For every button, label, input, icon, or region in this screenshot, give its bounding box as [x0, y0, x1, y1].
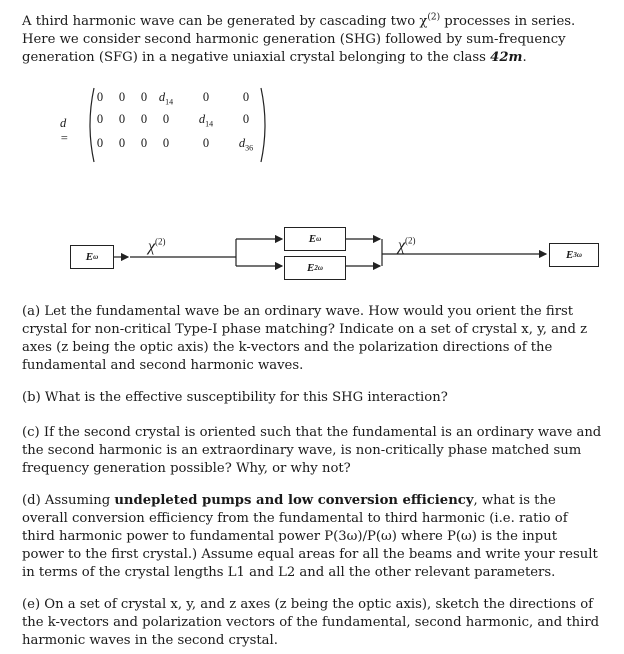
question-d-rest: , what is the overall conversion efficiency from the fundamental to third harmonic (i.e. ratio of third harmonic power to fundamental power P(3ω)/P(ω) where P(ω) is the input power to the first crystal.) Assume equal areas for all the beams and write your result in terms of the crystal lengths L1 and L2 and all the other relevant parameters.	[22, 493, 598, 580]
chi-first-base: χ	[148, 238, 156, 255]
output-field-base: E	[566, 249, 574, 261]
crystal-class: 42m	[490, 50, 523, 65]
matrix-cell: 0	[162, 112, 170, 126]
matrix-cell: 0	[162, 136, 170, 150]
matrix-cell: 0	[202, 90, 210, 104]
matrix-cell: 0	[242, 90, 250, 104]
matrix-cell: 0	[96, 90, 104, 104]
matrix-cell: $d_{14}$	[158, 90, 174, 107]
question-d	[22, 492, 602, 582]
matrix-cell: 0	[96, 112, 104, 126]
chi-order: (2)	[427, 12, 441, 23]
matrix-cell: $d_{14}$	[198, 112, 214, 129]
chi-symbol: χ	[419, 14, 428, 29]
chi-second-sup: (2)	[405, 235, 416, 246]
matrix-cell: $d_{36}$	[238, 136, 254, 153]
question-d-prefix: (d) Assuming	[22, 493, 115, 508]
question-e: (e) On a set of crystal x, y, and z axes (z being the optic axis), sketch the directions of the k-vectors and polarization vectors of the fundamental, second harmonic, and third harmonic waves in the second crystal.	[22, 597, 600, 648]
output-field-box: E 3ω	[549, 243, 599, 267]
matrix-cell: 0	[140, 112, 148, 126]
intro-line3b: .	[522, 50, 527, 65]
question-d-bold: undepleted pumps and low conversion efficiency	[114, 493, 474, 508]
mid-bottom-box: E 2ω	[284, 256, 346, 280]
matrix-cell: 0	[242, 112, 250, 126]
intro-line1b: processes in series.	[440, 14, 576, 29]
matrix-cell: 0	[140, 90, 148, 104]
matrix-cell: 0	[202, 136, 210, 150]
matrix-lhs: d =	[60, 116, 69, 145]
input-field-box: E ω	[70, 245, 114, 269]
mid-top-box: E ω	[284, 227, 346, 251]
mid-bottom-base: E	[307, 262, 315, 274]
chi-first	[148, 238, 166, 256]
question-a: (a) Let the fundamental wave be an ordinary wave. How would you orient the first crystal for non-critical Type-I phase matching? Indicate on a set of crystal x, y, and z axes (z being the optic axis) the k-vectors and the polarization directions of the fundamental and second harmonic waves.	[22, 304, 588, 373]
matrix-cell: 0	[118, 136, 126, 150]
matrix-cell: 0	[96, 136, 104, 150]
matrix-cell: 0	[118, 112, 126, 126]
chi-first-sup: (2)	[155, 236, 166, 247]
chi-second-base: χ	[398, 237, 406, 254]
question-b: (b) What is the effective susceptibility for this SHG interaction?	[22, 390, 448, 405]
intro-line1a: A third harmonic wave can be generated by cascading two	[22, 14, 420, 29]
matrix-cell: 0	[140, 136, 148, 150]
mid-top-base: E	[308, 233, 317, 245]
input-field-base: E	[85, 251, 94, 263]
matrix-cell: 0	[118, 90, 126, 104]
intro-line2: Here we consider second harmonic generation (SHG) followed by sum-frequency	[22, 32, 566, 47]
intro-line3a: generation (SFG) in a negative uniaxial crystal belonging to the class	[22, 50, 491, 65]
chi-second	[398, 237, 416, 255]
question-c: (c) If the second crystal is oriented such that the fundamental is an ordinary wave and the second harmonic is an extraordinary wave, is non-critically phase matched sum frequency generation possible? Why, or why not?	[22, 425, 602, 476]
